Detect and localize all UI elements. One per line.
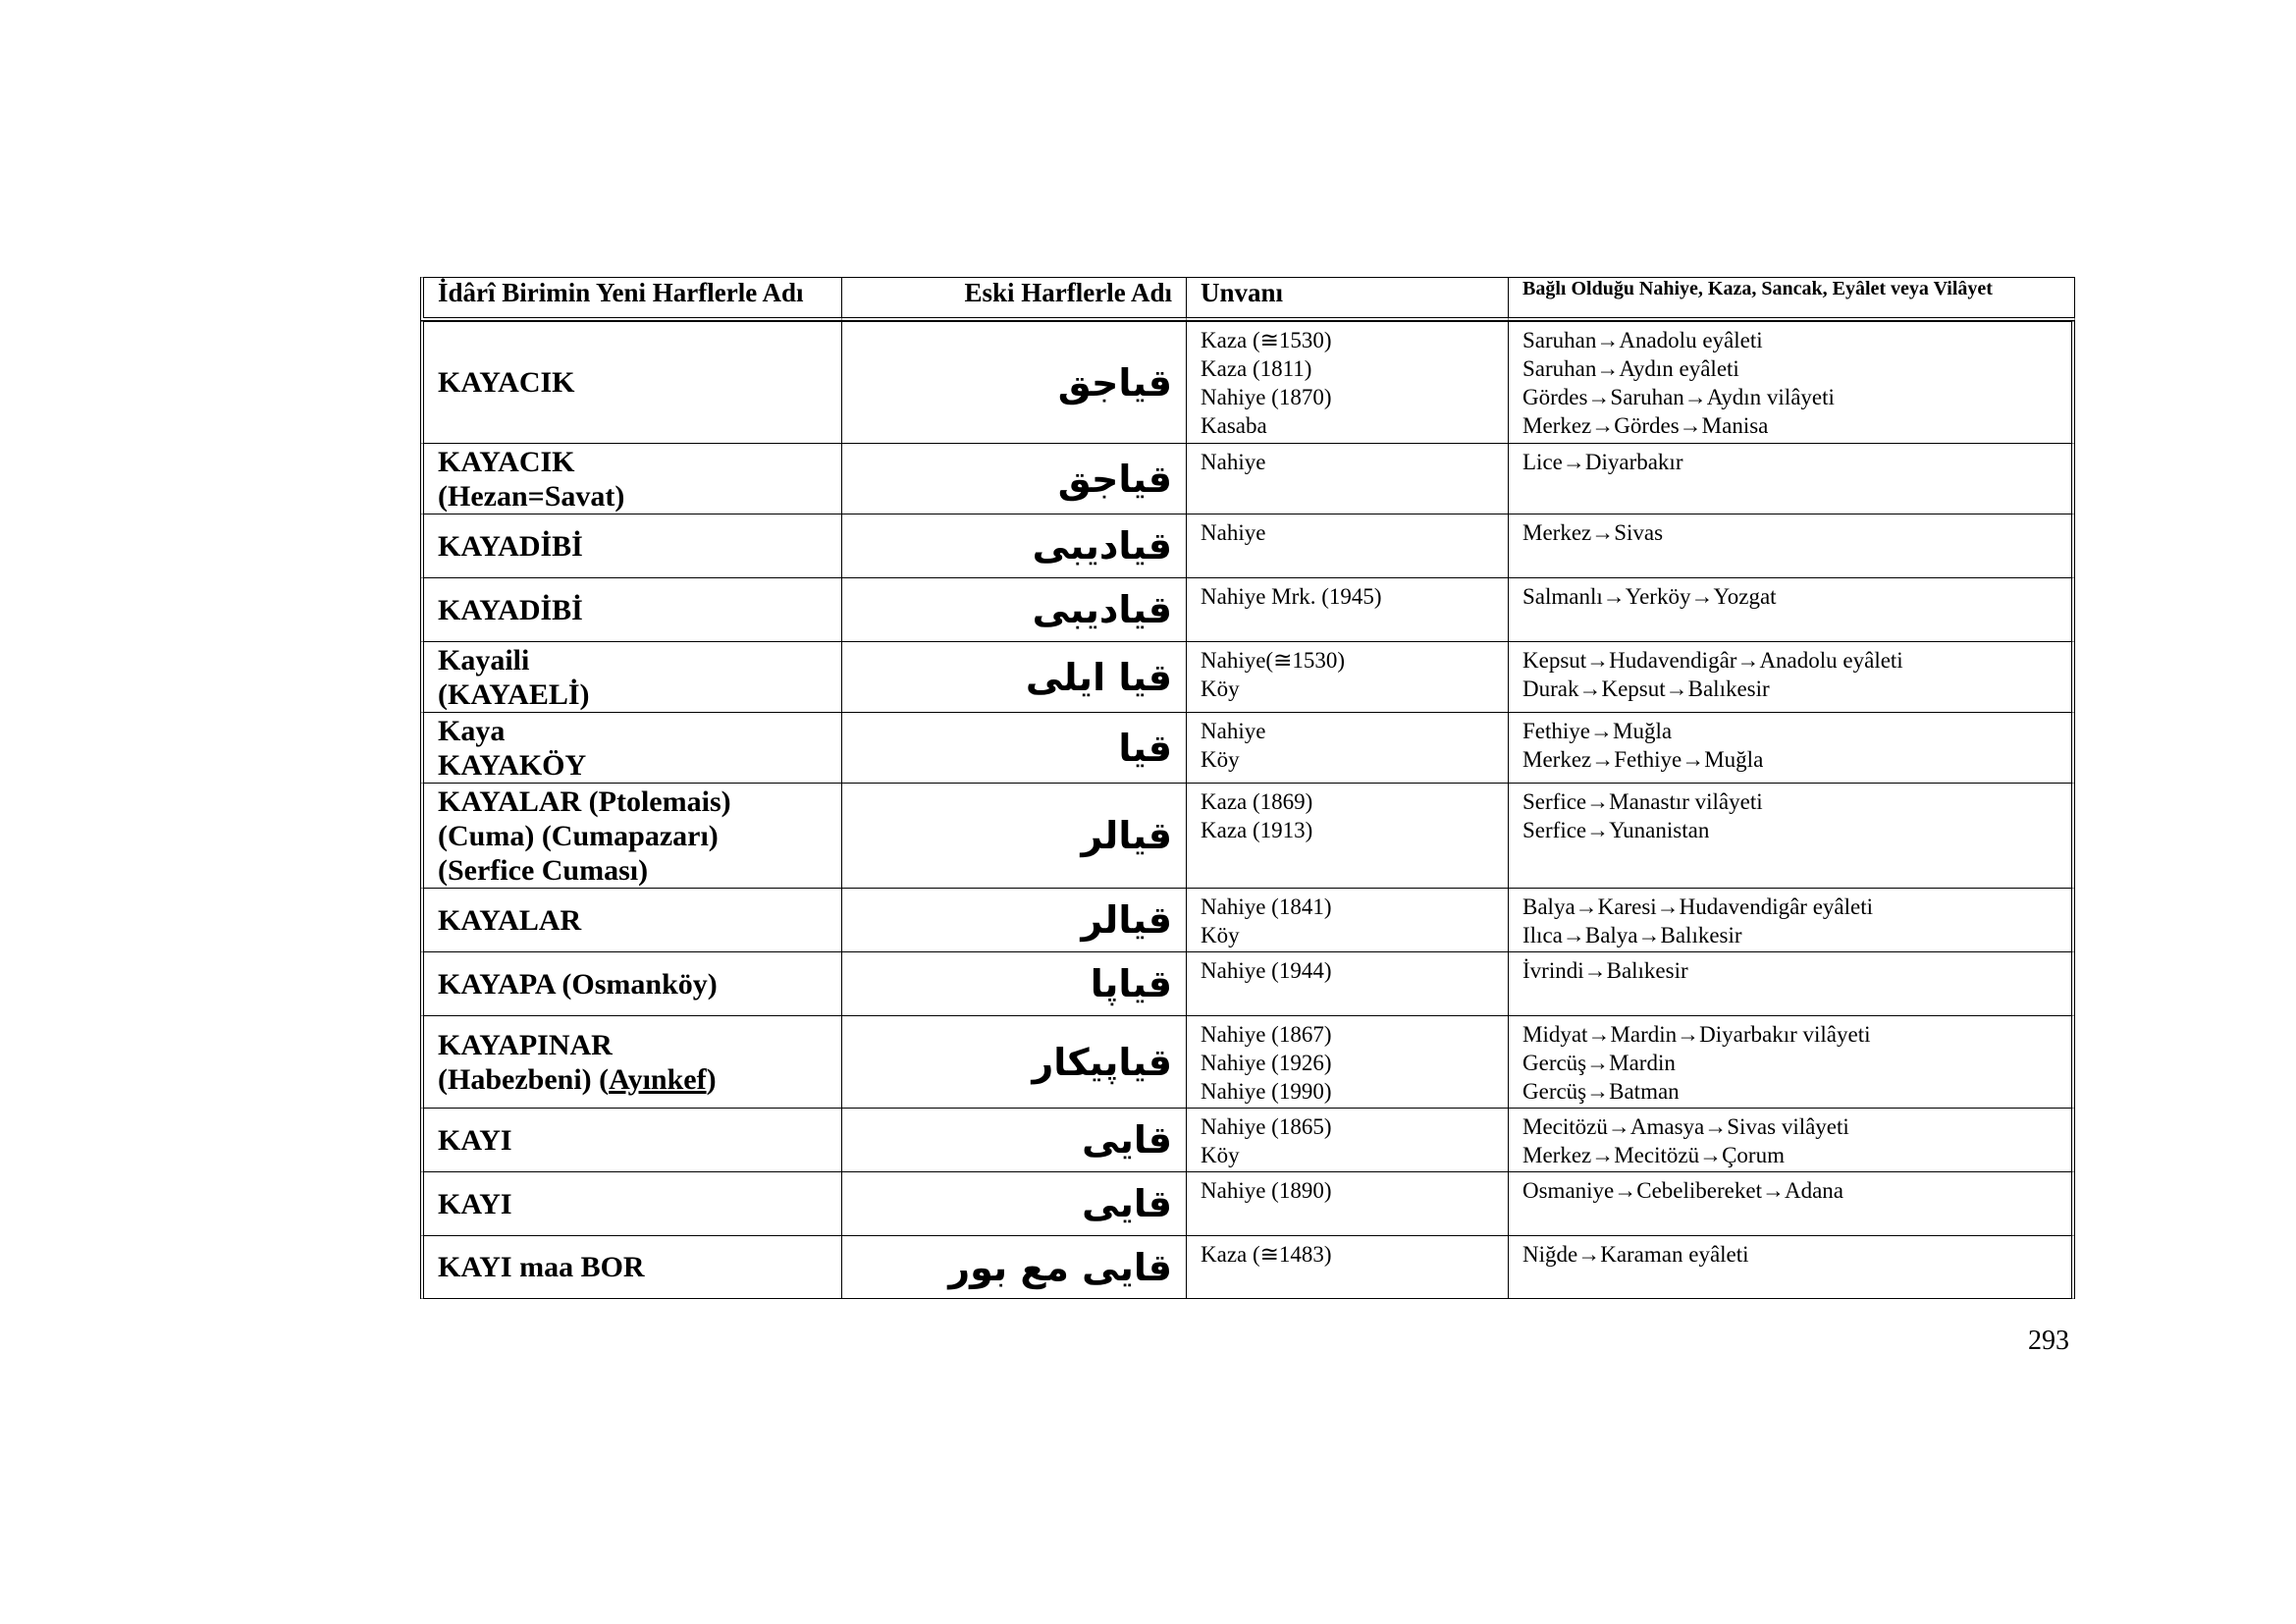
- cell-old-name: قياديبى: [841, 514, 1186, 577]
- cell-new-name: KAYADİBİ: [420, 577, 841, 641]
- cell-title: Kaza (1869) Kaza (1913): [1186, 783, 1508, 888]
- cell-title: Nahiye Köy: [1186, 712, 1508, 783]
- cell-link: Lice→Diyarbakır: [1508, 443, 2075, 514]
- cell-new-name: KAYALAR: [420, 888, 841, 951]
- cell-link: İvrindi→Balıkesir: [1508, 951, 2075, 1015]
- table-row: [420, 641, 2075, 712]
- table-row: [420, 577, 2075, 641]
- header-old-name: Eski Harflerle Adı: [841, 277, 1186, 321]
- cell-title: Nahiye: [1186, 514, 1508, 577]
- cell-old-name: قياديبى: [841, 577, 1186, 641]
- header-link: Bağlı Olduğu Nahiye, Kaza, Sancak, Eyâlet veya Vilâyet: [1508, 277, 2075, 321]
- cell-old-name: قيا: [841, 712, 1186, 783]
- page-number: 293: [2028, 1326, 2069, 1356]
- cell-new-name: Kaya KAYAKÖY: [420, 712, 841, 783]
- cell-link: Niğde→Karaman eyâleti: [1508, 1235, 2075, 1299]
- cell-new-name: KAYAPA (Osmanköy): [420, 951, 841, 1015]
- cell-new-name: KAYALAR (Ptolemais) (Cuma) (Cumapazarı) (Serfice Cuması): [420, 783, 841, 888]
- cell-old-name: قيا ايلى: [841, 641, 1186, 712]
- cell-old-name: قياجق: [841, 321, 1186, 443]
- cell-title: Nahiye Mrk. (1945): [1186, 577, 1508, 641]
- cell-link: Saruhan→Anadolu eyâleti Saruhan→Aydın eyâleti Gördes→Saruhan→Aydın vilâyeti Merkez→Gördes→Manisa: [1508, 321, 2075, 443]
- table-row: [420, 1015, 2075, 1108]
- cell-old-name: قايى: [841, 1108, 1186, 1171]
- cell-new-name: KAYI maa BOR: [420, 1235, 841, 1299]
- table-row: [420, 712, 2075, 783]
- table-row: [420, 1171, 2075, 1235]
- cell-old-name: قيالر: [841, 888, 1186, 951]
- table-row: [420, 951, 2075, 1015]
- cell-new-name: KAYI: [420, 1171, 841, 1235]
- cell-new-name: KAYI: [420, 1108, 841, 1171]
- cell-title: Nahiye (1890): [1186, 1171, 1508, 1235]
- cell-title: Nahiye (1867) Nahiye (1926) Nahiye (1990): [1186, 1015, 1508, 1108]
- cell-title: Nahiye: [1186, 443, 1508, 514]
- cell-old-name: قياپيكار: [841, 1015, 1186, 1108]
- cell-title: Nahiye(≅1530) Köy: [1186, 641, 1508, 712]
- cell-title: Nahiye (1865) Köy: [1186, 1108, 1508, 1171]
- table-row: [420, 1108, 2075, 1171]
- cell-old-name: قيالر: [841, 783, 1186, 888]
- cell-old-name: قايى: [841, 1171, 1186, 1235]
- cell-old-name: قياجق: [841, 443, 1186, 514]
- cell-new-name: KAYACIK (Hezan=Savat): [420, 443, 841, 514]
- cell-new-name: KAYADİBİ: [420, 514, 841, 577]
- cell-link: Merkez→Sivas: [1508, 514, 2075, 577]
- cell-new-name: Kayaili (KAYAELİ): [420, 641, 841, 712]
- table-header-row: [420, 277, 2075, 321]
- admin-units-table: [420, 277, 2075, 1299]
- cell-old-name: قايى مع بور: [841, 1235, 1186, 1299]
- cell-link: Midyat→Mardin→Diyarbakır vilâyeti Gercüş→Mardin Gercüş→Batman: [1508, 1015, 2075, 1108]
- cell-link: Osmaniye→Cebelibereket→Adana: [1508, 1171, 2075, 1235]
- cell-link: Fethiye→Muğla Merkez→Fethiye→Muğla: [1508, 712, 2075, 783]
- cell-new-name: KAYAPINAR (Habezbeni) (Ayınkef): [420, 1015, 841, 1108]
- cell-link: Mecitözü→Amasya→Sivas vilâyeti Merkez→Mecitözü→Çorum: [1508, 1108, 2075, 1171]
- table-row: [420, 443, 2075, 514]
- cell-title: Nahiye (1841) Köy: [1186, 888, 1508, 951]
- cell-new-name: KAYACIK: [420, 321, 841, 443]
- table-row: [420, 888, 2075, 951]
- cell-title: Kaza (≅1483): [1186, 1235, 1508, 1299]
- cell-link: Serfice→Manastır vilâyeti Serfice→Yunanistan: [1508, 783, 2075, 888]
- cell-link: Salmanlı→Yerköy→Yozgat: [1508, 577, 2075, 641]
- cell-link: Kepsut→Hudavendigâr→Anadolu eyâleti Durak→Kepsut→Balıkesir: [1508, 641, 2075, 712]
- table-row: [420, 514, 2075, 577]
- table-row: [420, 783, 2075, 888]
- cell-link: Balya→Karesi→Hudavendigâr eyâleti Ilıca→Balya→Balıkesir: [1508, 888, 2075, 951]
- header-title: Unvanı: [1186, 277, 1508, 321]
- cell-title: Kaza (≅1530) Kaza (1811) Nahiye (1870) Kasaba: [1186, 321, 1508, 443]
- cell-old-name: قياپا: [841, 951, 1186, 1015]
- table-row: [420, 1235, 2075, 1299]
- table-row: [420, 321, 2075, 443]
- underlined-name: Ayınkef: [609, 1062, 707, 1096]
- header-new-name: İdârî Birimin Yeni Harflerle Adı: [420, 277, 841, 321]
- cell-title: Nahiye (1944): [1186, 951, 1508, 1015]
